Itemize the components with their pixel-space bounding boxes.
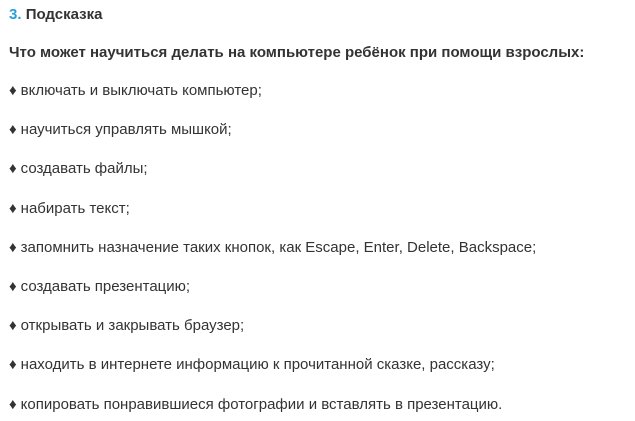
diamond-bullet-icon: ♦	[9, 82, 17, 99]
question-heading: Что может научиться делать на компьютере ребёнок при помощи взрослых:	[9, 44, 585, 61]
diamond-bullet-icon: ♦	[9, 238, 17, 256]
list-item-text: включать и выключать компьютер;	[20, 82, 262, 99]
diamond-bullet-icon: ♦	[9, 356, 17, 374]
diamond-bullet-icon: ♦	[9, 317, 17, 335]
list-item	[9, 81, 635, 101]
list-item	[9, 238, 635, 258]
list-item	[9, 159, 635, 179]
list-item-text: создавать презентацию;	[20, 277, 191, 295]
list-item	[9, 120, 635, 140]
list-item-text: создавать файлы;	[20, 160, 148, 178]
hint-header	[9, 5, 635, 25]
list-item-text: научиться управлять мышкой;	[20, 121, 232, 139]
list-item-text: запомнить назначение таких кнопок, как Escape, Enter, Delete, Backspace;	[20, 238, 537, 256]
list-item-text: набирать текст;	[20, 199, 130, 217]
diamond-bullet-icon: ♦	[9, 160, 17, 178]
list-item-text: копировать понравившиеся фотографии и вставлять в презентацию.	[20, 395, 503, 413]
list-item	[9, 199, 635, 219]
list-item	[9, 277, 635, 297]
hint-title: Подсказка	[25, 6, 103, 23]
diamond-bullet-icon: ♦	[9, 199, 17, 217]
skill-list	[9, 81, 635, 415]
list-item	[9, 395, 635, 415]
list-item	[9, 355, 635, 375]
list-item-text: открывать и закрывать браузер;	[20, 317, 245, 335]
list-item	[9, 316, 635, 336]
hint-number: 3.	[9, 6, 22, 23]
diamond-bullet-icon: ♦	[9, 277, 17, 295]
diamond-bullet-icon: ♦	[9, 121, 17, 139]
list-item-text: находить в интернете информацию к прочитанной сказке, рассказу;	[20, 356, 495, 374]
diamond-bullet-icon: ♦	[9, 395, 17, 413]
